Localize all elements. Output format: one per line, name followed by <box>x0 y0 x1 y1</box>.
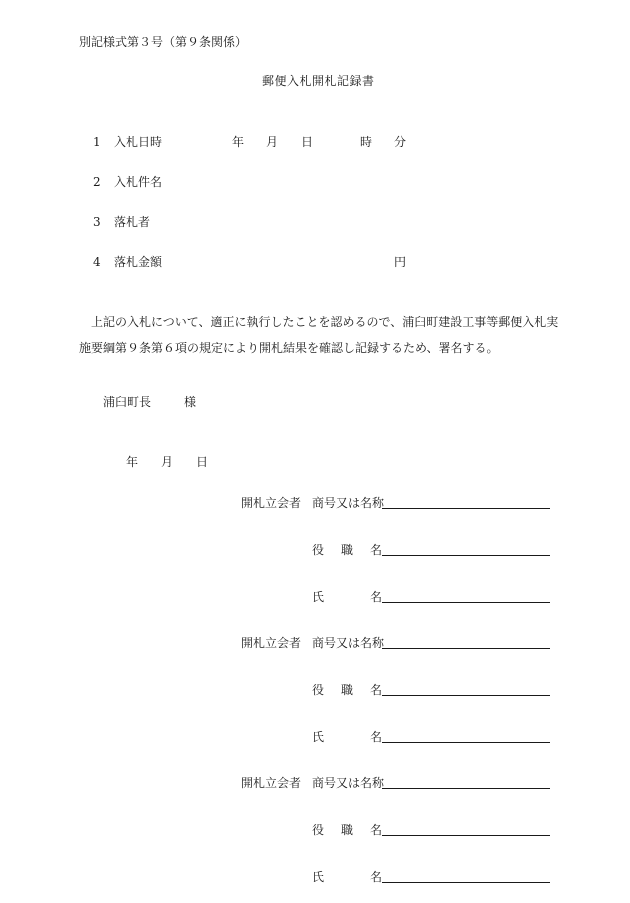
name-signature-line[interactable] <box>382 588 550 603</box>
day-unit: 日 <box>196 455 209 469</box>
company-signature-line[interactable] <box>382 634 550 649</box>
item-number: 2 <box>93 175 101 189</box>
name-label-char: 名 <box>370 870 383 884</box>
company-signature-line[interactable] <box>382 774 550 789</box>
month-unit: 月 <box>161 455 174 469</box>
company-label: 商号又は名称 <box>312 496 385 510</box>
item-number: 1 <box>93 135 101 149</box>
signer-block-2 <box>0 634 630 744</box>
position-signature-line[interactable] <box>382 681 550 696</box>
name-label-char: 名 <box>370 730 383 744</box>
name-label-char: 氏 <box>312 730 325 744</box>
year-unit: 年 <box>126 455 139 469</box>
name-label-char: 名 <box>370 590 383 604</box>
name-label-char: 氏 <box>312 870 325 884</box>
addressee-honorific: 様 <box>184 395 197 409</box>
position-label-char: 名 <box>370 543 383 557</box>
signer-role: 開札立会者 <box>241 776 302 790</box>
item-label: 落札者 <box>114 215 151 229</box>
addressee-name: 浦臼町長 <box>103 395 152 409</box>
position-signature-line[interactable] <box>382 821 550 836</box>
name-label-char: 氏 <box>312 590 325 604</box>
signer-role: 開札立会者 <box>241 496 302 510</box>
signer-block-1 <box>0 494 630 604</box>
item-label: 入札日時 <box>114 135 163 149</box>
minute-unit: 分 <box>394 135 407 149</box>
company-signature-line[interactable] <box>382 494 550 509</box>
position-label-char: 役 <box>312 823 325 837</box>
position-label-char: 職 <box>341 683 354 697</box>
statement-line: 上記の入札について、適正に執行したことを認めるので、浦臼町建設工事等郵便入札実 <box>91 315 559 329</box>
statement-line: 施要綱第９条第６項の規定により開札結果を確認し記録するため、署名する。 <box>79 341 499 355</box>
certification-statement <box>79 309 579 361</box>
month-unit: 月 <box>266 135 279 149</box>
signer-block-3 <box>0 774 630 884</box>
name-signature-line[interactable] <box>382 728 550 743</box>
item-label: 落札金額 <box>114 255 163 269</box>
form-reference-note: 別記様式第３号（第９条関係） <box>79 35 248 49</box>
item-label: 入札件名 <box>114 175 163 189</box>
position-label-char: 名 <box>370 823 383 837</box>
position-label-char: 名 <box>370 683 383 697</box>
company-label: 商号又は名称 <box>312 776 385 790</box>
position-signature-line[interactable] <box>382 541 550 556</box>
document-title: 郵便入札開札記録書 <box>262 74 375 88</box>
hour-unit: 時 <box>360 135 373 149</box>
item-number: 3 <box>93 215 101 229</box>
position-label-char: 役 <box>312 683 325 697</box>
year-unit: 年 <box>232 135 245 149</box>
company-label: 商号又は名称 <box>312 636 385 650</box>
item-number: 4 <box>93 255 101 269</box>
position-label-char: 職 <box>341 823 354 837</box>
signer-role: 開札立会者 <box>241 636 302 650</box>
day-unit: 日 <box>301 135 314 149</box>
name-signature-line[interactable] <box>382 868 550 883</box>
yen-unit: 円 <box>394 255 407 269</box>
position-label-char: 役 <box>312 543 325 557</box>
position-label-char: 職 <box>341 543 354 557</box>
